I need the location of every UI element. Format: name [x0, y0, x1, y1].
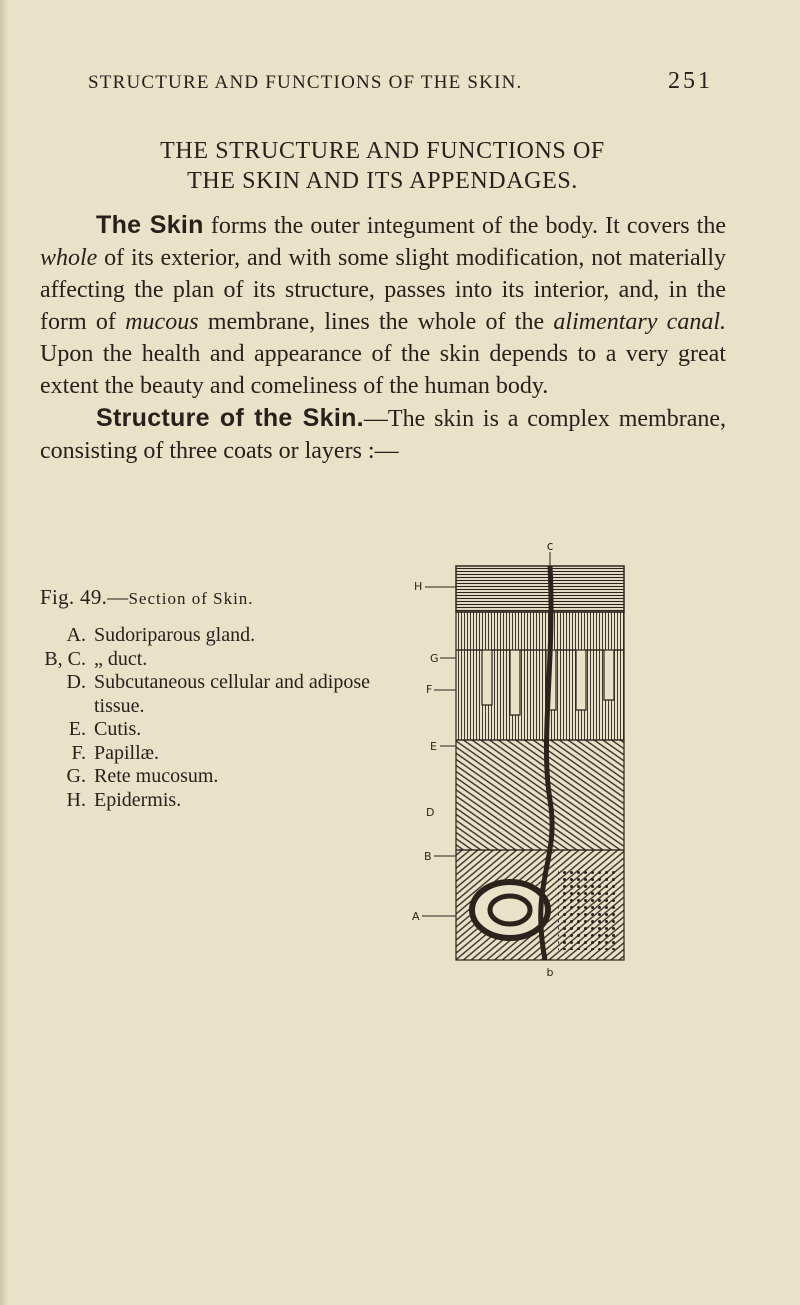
skin-section-illustration [400, 540, 640, 980]
paragraph-text: of its exterior, and with some slight modification, not materially affecting the plan of its structure, passes into its interior, and, in the form of [40, 245, 726, 335]
legend-item [40, 718, 400, 742]
figure-title-text: Section of Skin. [128, 589, 254, 608]
legend-item [40, 742, 400, 766]
running-head [88, 68, 713, 94]
paragraph-lead: The Skin [96, 211, 204, 239]
figure-title [40, 585, 400, 610]
sudoriparous-gland [472, 882, 548, 938]
diagram-label-g: G [430, 652, 439, 665]
paragraph-skin [40, 209, 726, 402]
legend-item [40, 789, 400, 813]
diagram-label-e: E [430, 740, 437, 753]
chapter-title-line-2: THE SKIN AND ITS APPENDAGES. [187, 168, 578, 194]
papillae-layer [456, 650, 624, 740]
paragraph-text: forms the outer integument of the body. It covers the [203, 213, 726, 239]
legend-key: B, C. [44, 647, 86, 670]
diagram-label-c: c [546, 540, 554, 553]
paragraph-text: membrane, lines the whole of the [198, 309, 554, 335]
legend-desc: „ duct. [94, 647, 148, 670]
body-text [40, 209, 726, 467]
diagram-label-d: D [426, 806, 435, 819]
legend-desc: Sudoriparous gland. [94, 624, 256, 646]
diagram-label-f: F [426, 683, 433, 696]
legend-key: H. [66, 788, 86, 811]
legend-key: A. [66, 624, 86, 646]
cutis-layer [456, 740, 624, 850]
legend-item [40, 765, 400, 789]
paragraph-structure [40, 402, 726, 467]
legend-key: G. [66, 765, 86, 787]
legend-item [40, 671, 400, 718]
running-head-title: STRUCTURE AND FUNCTIONS OF THE SKIN. [88, 72, 523, 93]
figure-number: Fig. 49.— [40, 585, 129, 609]
emphasis-whole: whole [40, 245, 98, 271]
emphasis-alimentary-canal: alimentary canal. [553, 309, 726, 335]
legend-desc: Epidermis. [94, 788, 182, 811]
page-number: 251 [668, 68, 713, 94]
figure-caption [40, 585, 400, 812]
legend-item [40, 624, 400, 648]
legend-desc: Rete mucosum. [94, 765, 219, 787]
page-edge-shadow [0, 0, 8, 1305]
legend-desc: Cutis. [94, 718, 142, 740]
paragraph-lead: Structure of the Skin. [96, 404, 364, 432]
legend-desc: Papillæ. [94, 741, 160, 764]
figure-legend [40, 624, 400, 812]
emphasis-mucous: mucous [125, 309, 199, 335]
adipose-dots [558, 870, 616, 950]
legend-key: D. [66, 671, 86, 693]
chapter-title-line-1: THE STRUCTURE AND FUNCTIONS OF [160, 138, 605, 164]
paragraph-text: Upon the health and appearance of the skin depends to a very great extent the beauty and comeliness of the human body. [40, 341, 726, 399]
legend-desc: Subcutaneous cellular and adipose tissue. [94, 671, 371, 717]
epidermis-layer [456, 566, 624, 612]
legend-item [40, 648, 400, 672]
diagram-label-a: A [412, 910, 420, 923]
diagram-label-b: B [424, 850, 432, 863]
paragraph-text: —The skin is a complex membrane, consisting of three coats or layers :— [40, 406, 726, 464]
skin-section-drawing [400, 540, 640, 980]
legend-key: F. [71, 741, 86, 764]
chapter-title [40, 136, 725, 196]
rete-mucosum-layer [456, 612, 624, 650]
legend-key: E. [68, 718, 86, 740]
diagram-label-b-bottom: b [546, 966, 554, 979]
diagram-label-h: H [414, 580, 423, 593]
